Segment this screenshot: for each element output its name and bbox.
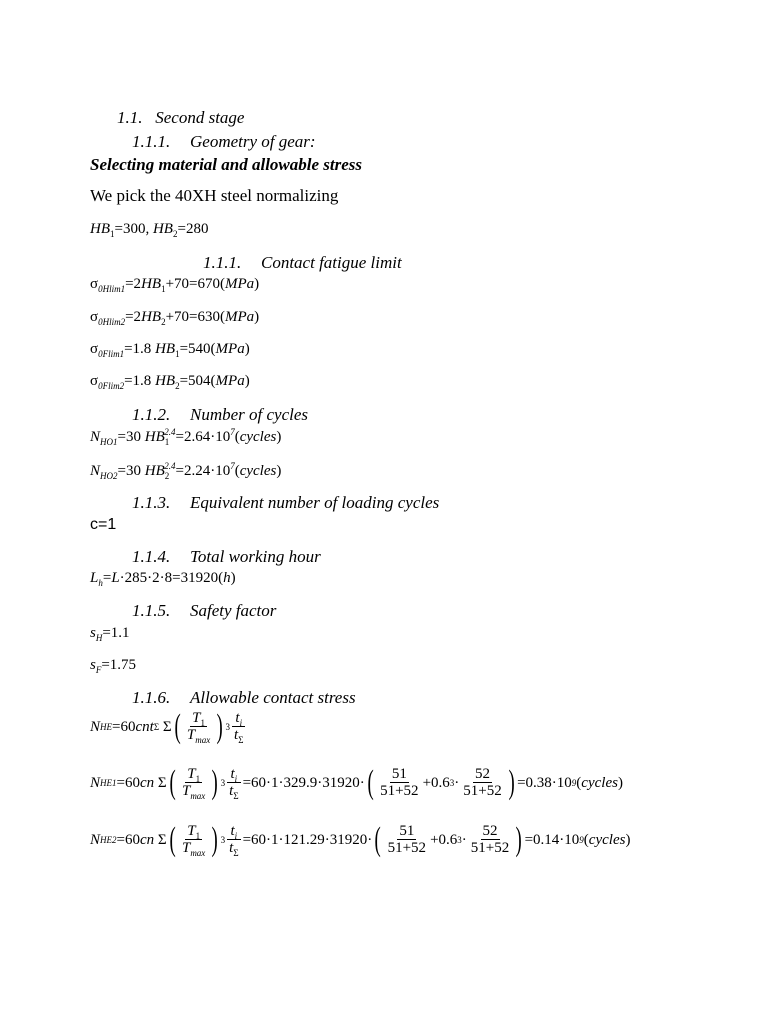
heading-number-of-cycles <box>132 405 308 425</box>
fraction-denominator: 51+52 <box>380 783 419 799</box>
heading-text: Equivalent number of loading cycles <box>190 493 440 512</box>
heading-equivalent-cycles <box>132 493 439 513</box>
c-value: c=1 <box>90 516 117 533</box>
equation-lh: $L_h=L\cdot 285\cdot 2\cdot 8=31920(h)$ <box>90 570 236 588</box>
heading-number: 1.1. <box>117 108 143 127</box>
eq-unit: h <box>223 570 231 586</box>
eq-part: =540 <box>179 341 211 357</box>
eq-part: =2.24·10 <box>175 463 231 479</box>
eq-part: =60·1·121.29·31920· <box>242 831 373 848</box>
eq-part: =1.8 <box>124 341 152 357</box>
heading-number: 1.1.6. <box>132 688 171 707</box>
eq-part: =2 <box>125 309 142 325</box>
eq-part: ·285·2·8=31920 <box>119 570 219 586</box>
eq-unit: cycles <box>239 429 277 445</box>
heading-number: 1.1.2. <box>132 405 171 424</box>
heading-text: Number of cycles <box>190 405 309 424</box>
eq-part: =1.8 <box>124 373 152 389</box>
eq-part: =30 <box>117 429 141 445</box>
equation-nho2: $N_{HO2}=30$ $HB_2^{2.4}=2.24\cdot 10^7(cycles)$ <box>90 461 282 481</box>
eq-part: =60 <box>112 718 136 735</box>
eq-power: 7 <box>230 427 235 437</box>
eq-unit: MPa <box>224 309 255 325</box>
heading-number: 1.1.3. <box>132 493 171 512</box>
heading-geometry-of-gear <box>132 132 316 152</box>
eq-part: =30 <box>117 463 141 479</box>
eq-part: =60·1·329.9·31920· <box>242 774 365 791</box>
fraction-denominator: 51+52 <box>387 840 427 856</box>
equation-sigma-flim2: $\sigma_{0Flim2}=1.8$ $HB_2=504(MPa)$ <box>90 373 250 391</box>
equation-nhe1: N HE1 =60 cn Σ ( $\frac{T_1}{T_{max}}$ ) 3 $\frac{t_i}{t_\Sigma}$ =60·1·329.9·31920· ( $\frac{51}{51+52}$ +0.6 3 · $\frac{52}{51+52}$ ) =0.38·10 9 ( cycles ) <box>90 763 623 801</box>
heading-number: 1.1.5. <box>132 601 171 620</box>
heading-text: Allowable contact stress <box>190 688 356 707</box>
heading-number: 1.1.4. <box>132 547 171 566</box>
fraction-denominator: 51+52 <box>470 840 510 856</box>
equation-sigma-hlim2: $\sigma_{0Hlim2}=2HB_2+70=630(MPa)$ <box>90 309 260 327</box>
heading-number: 1.1.1. <box>132 132 171 151</box>
eq-unit: cycles <box>588 831 626 848</box>
eq-part: =1.1 <box>102 625 130 641</box>
fraction-denominator: 51+52 <box>463 783 502 799</box>
equation-nhe2: N HE2 =60 cn Σ ( $\frac{T_1}{T_{max}}$ ) 3 $\frac{t_i}{t_\Sigma}$ =60·1·121.29·31920· ( $\frac{51}{51+52}$ +0.6 3 · $\frac{52}{51+52}$ ) =0.14·10 9 ( cycles ) <box>90 820 631 858</box>
heading-text: Geometry of gear: <box>190 132 316 151</box>
section-title-material: Selecting material and allowable stress <box>90 155 363 174</box>
eq-part: =504 <box>179 373 211 389</box>
equation-nho1: $N_{HO1}=30$ $HB_1^{2.4}=2.64\cdot 10^7(cycles)$ <box>90 427 282 447</box>
heading-allowable-contact-stress <box>132 688 356 708</box>
hb1-value: 300 <box>122 221 146 237</box>
eq-exponent: 2.4 <box>164 461 176 471</box>
fraction-numerator: 52 <box>482 823 498 839</box>
eq-part: =2 <box>125 276 142 292</box>
eq-part: +70=630 <box>165 309 220 325</box>
eq-unit: MPa <box>215 373 245 389</box>
eq-part: +0.6 <box>422 774 450 791</box>
eq-part: =2.64·10 <box>175 429 231 445</box>
fraction-numerator: 51 <box>391 766 407 782</box>
heading-second-stage <box>117 108 244 128</box>
heading-safety-factor <box>132 601 276 621</box>
heading-text: Total working hour <box>190 547 321 566</box>
fraction-numerator: 51 <box>399 823 415 839</box>
eq-part: =0.14·10 <box>524 831 580 848</box>
equation-hardness: $HB_1=300$, $HB_2=280$ <box>90 221 209 239</box>
hb2-value: 280 <box>185 221 209 237</box>
eq-unit: cycles <box>581 774 618 791</box>
material-sentence: We pick the 40XH steel normalizing <box>90 186 339 205</box>
heading-text: Second stage <box>155 108 245 127</box>
fraction-numerator: 52 <box>475 766 491 782</box>
heading-text: Safety factor <box>190 601 277 620</box>
eq-part: +0.6 <box>430 831 458 848</box>
eq-unit: cycles <box>239 463 277 479</box>
equation-sh: $s_H=1.1$ <box>90 625 130 643</box>
eq-part: +70=670 <box>165 276 220 292</box>
equation-sigma-flim1: $\sigma_{0Flim1}=1.8$ $HB_1=540(MPa)$ <box>90 341 250 359</box>
eq-power: 7 <box>230 461 235 471</box>
equation-sf: $s_F=1.75$ <box>90 657 137 675</box>
heading-number: 1.1.1. <box>203 253 242 272</box>
heading-total-working-hour <box>132 547 321 567</box>
eq-part: =1.75 <box>101 657 137 673</box>
heading-contact-fatigue-limit <box>203 253 402 273</box>
equation-nhe-general: N HE =60 cnt Σ Σ ( $\frac{T_1}{T_{max}}$ ) 3 $\frac{t_i}{t_\Sigma}$ <box>90 707 244 745</box>
heading-text: Contact fatigue limit <box>261 253 402 272</box>
equation-sigma-hlim1: $\sigma_{0Hlim1}=2HB_1+70=670(MPa)$ <box>90 276 260 294</box>
eq-unit: MPa <box>224 276 255 292</box>
eq-part: =0.38·10 <box>517 774 572 791</box>
eq-unit: MPa <box>215 341 245 357</box>
eq-exponent: 2.4 <box>164 427 176 437</box>
